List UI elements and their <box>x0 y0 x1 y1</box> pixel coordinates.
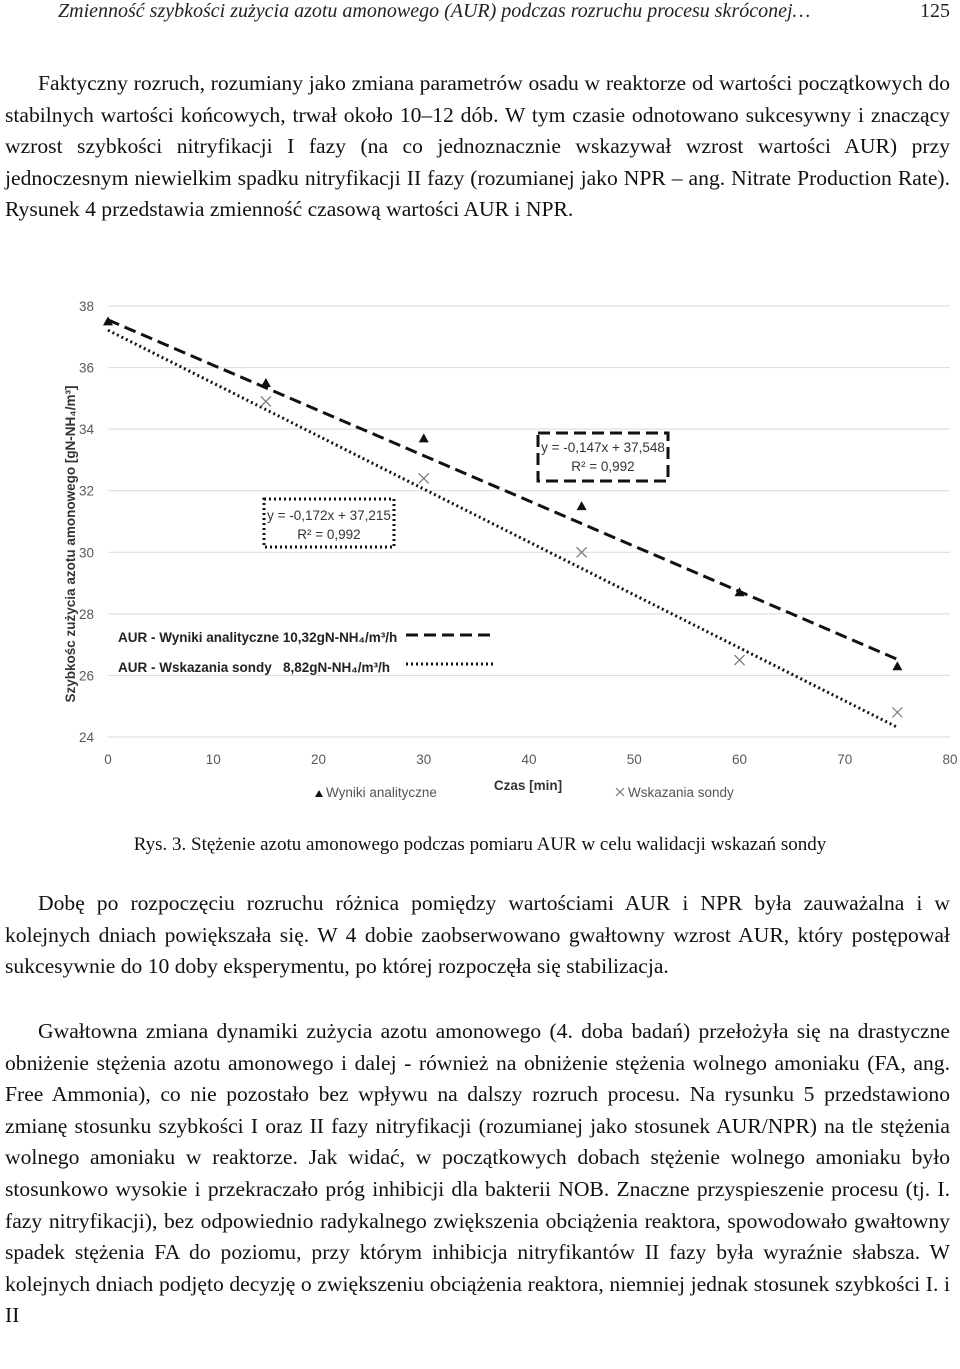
x-tick-label: 20 <box>310 752 327 767</box>
running-title: Zmienność szybkości zużycia azotu amonowego (AUR) podczas rozruchu procesu skróconej… <box>58 0 811 22</box>
paragraph-2: Dobę po rozpoczęciu rozruchu różnica pomiędzy wartościami AUR i NPR była zauważalna i w kolejnych dniach powiększała się. W 4 dobie zaobserwowano gwałtowny wzrost AUR, który postępował sukcesywnie do 10 doby eksperymentu, po której rozpoczęła się stabilizacja. <box>5 891 950 979</box>
y-tick-label: 28 <box>78 606 94 622</box>
x-tick-label: 0 <box>104 752 112 767</box>
y-tick-label: 36 <box>78 360 94 376</box>
y-tick-label: 26 <box>78 668 94 684</box>
equation-analytical: y = -0,147x + 37,548 <box>541 440 665 455</box>
point-analytical <box>419 433 429 442</box>
y-tick-label: 34 <box>78 422 94 438</box>
y-tick-label: 38 <box>78 299 94 314</box>
paragraph-3: Gwałtowna zmiana dynamiki zużycia azotu amonowego (4. doba badań) przełożyła się na drastyczne obniżenie stężenia azotu amonowego i dalej - również na obniżenie stężenia wolnego amoniaku (FA, ang. Free Ammonia), co nie pozostało bez wpływu na dalszy rozruch procesu. Na rysunku 5 przedstawiono zmianę stosunku szybkości I oraz II fazy nitryfikacji (rozumianej jako stosunek AUR/NPR) na tle stężenia wolnego amoniaku w reaktorze. Jak widać, w początkowych dobach stężenie wolnego amoniaku było stosunkowo wysokie i przekraczało próg inhibicji dla bakterii NOB. Znaczne przyspieszenie procesu (tj. I. fazy nitryfikacji), bez odpowiednio radykalnego zwiększenia obciążenia reaktora, spowodowało gwałtowny spadek stężenia FA do poziomu, przy którym inhibicja nitryfikantów II fazy była wyraźnie słabsza. W kolejnych dniach podjęto decyzję o zwiększeniu obciążenia reaktora, niemniej jednak stosunek szybkości I. i II <box>5 1019 950 1328</box>
x-tick-label: 60 <box>731 752 748 767</box>
x-axis-title: Czas [min] <box>493 778 563 793</box>
y-axis-title: Szybkośc zużycia azotu amonowego [gN-NH₄/m³] <box>63 385 78 703</box>
figure-chart <box>58 294 958 819</box>
inline-legend-probe: AUR - Wskazania sondy 8,82gN-NH₄/m³/h <box>118 660 390 675</box>
x-tick-label: 50 <box>626 752 642 767</box>
figure-caption: Rys. 3. Stężenie azotu amonowego podczas pomiaru AUR w celu walidacji wskazań sondy <box>133 834 827 855</box>
inline-legend-analytical: AUR - Wyniki analityczne 10,32gN-NH₄/m³/h <box>118 630 398 645</box>
axis-tick-labels <box>79 299 958 767</box>
y-tick-label: 24 <box>78 730 94 745</box>
point-analytical <box>261 378 271 387</box>
x-tick-label: 80 <box>942 752 958 767</box>
running-header <box>58 0 950 26</box>
y-tick-label: 32 <box>78 483 94 499</box>
point-probe <box>261 396 271 406</box>
legend-x-marker <box>616 788 624 796</box>
x-tick-label: 70 <box>837 752 853 767</box>
page-number: 125 <box>920 0 950 22</box>
x-tick-label: 30 <box>416 752 432 767</box>
x-tick-label: 10 <box>205 752 221 767</box>
r2-probe: R² = 0,992 <box>297 527 361 542</box>
y-tick-label: 30 <box>78 545 94 561</box>
trendline-dashed <box>108 320 897 659</box>
point-analytical <box>892 661 902 670</box>
equation-probe: y = -0,172x + 37,215 <box>267 508 391 523</box>
point-probe <box>419 473 429 483</box>
legend-label-analytical: Wyniki analityczne <box>326 785 437 800</box>
r2-analytical: R² = 0,992 <box>571 459 635 474</box>
point-probe <box>892 707 902 717</box>
paragraph-1: Faktyczny rozruch, rozumiany jako zmiana parametrów osadu w reaktorze od wartości początkowych do stabilnych wartości końcowych, trwał około 10–12 dób. W tym czasie odnotowano sukcesywny i znaczący wzrost szybkości nitryfikacji I fazy (na co jednoznacznie wskazywał wzrost wartości AUR) przy jednoczesnym niewielkim spadku nitryfikacji II fazy (rozumianej jako NPR – ang. Nitrate Production Rate). Rysunek 4 przedstawia zmienność czasową wartości AUR i NPR. <box>5 71 950 222</box>
legend-triangle-marker <box>315 790 323 797</box>
point-analytical <box>577 501 587 510</box>
legend-label-probe: Wskazania sondy <box>628 785 734 800</box>
x-tick-label: 40 <box>521 752 537 767</box>
data-points <box>103 316 902 717</box>
point-probe <box>735 655 745 665</box>
